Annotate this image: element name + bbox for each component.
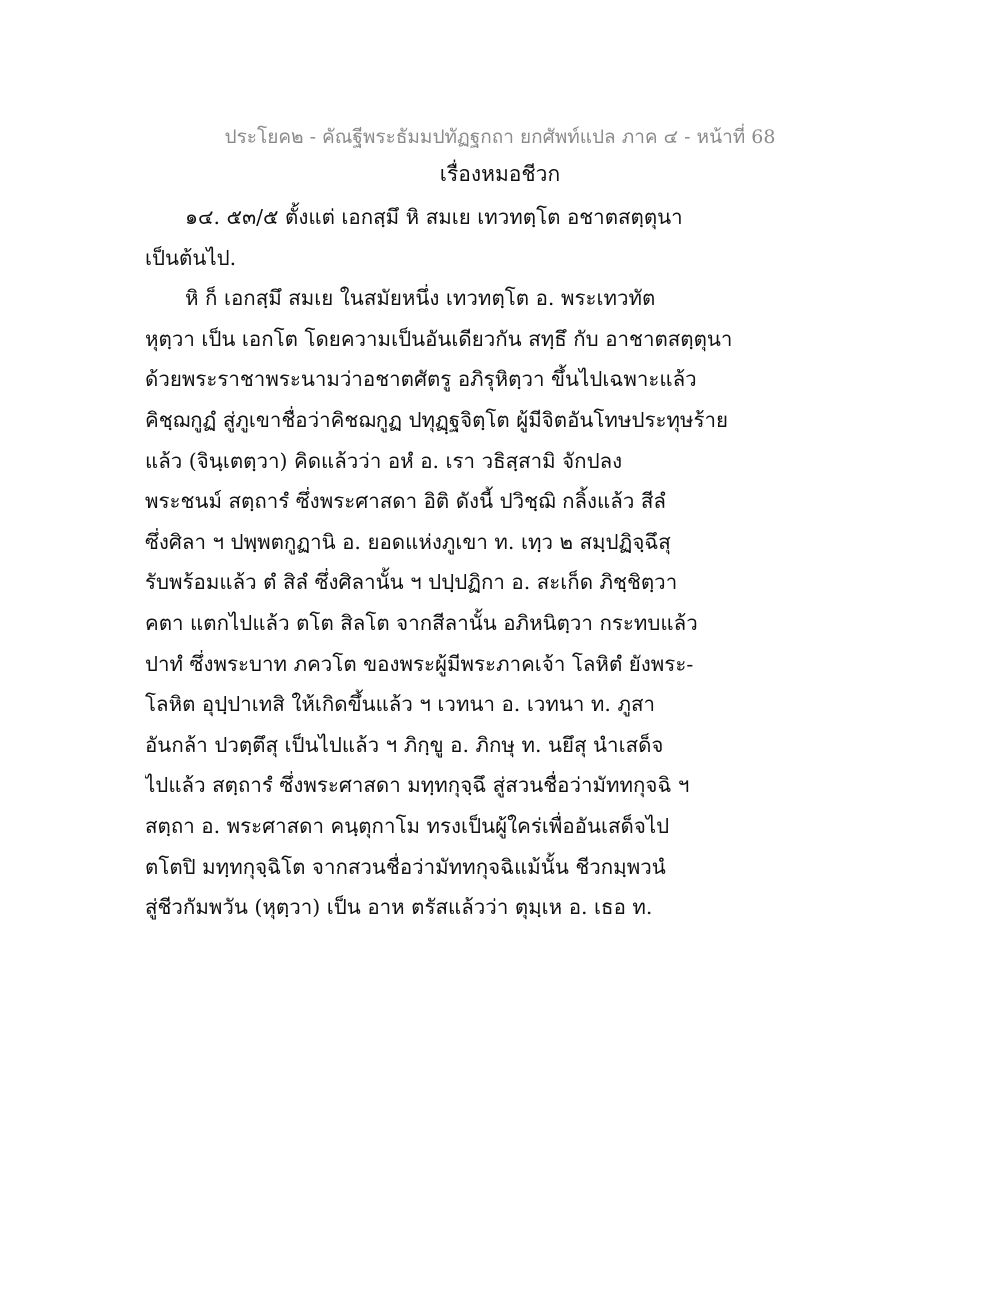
text-line: ๑๔. ๕๓/๕ ตั้งแต่ เอกสฺมึ หิ สมเย เทวทตฺโต อชาตสตฺตุนา <box>185 205 683 229</box>
text-line: ซึ่งศิลา ฯ ปพฺพตกูฏานิ อ. ยอดแห่งภูเขา ท. เทฺว ๒ สมฺปฏิจฺฉึสุ <box>145 529 671 554</box>
text-line: อันกล้า ปวตฺตึสุ เป็นไปแล้ว ฯ ภิกฺขู อ. ภิกษุ ท. นยึสุ นำเสด็จ <box>145 732 664 757</box>
text-line: สู่ชีวกัมพวัน (หุตฺวา) เป็น อาห ตรัสแล้วว่า ตุมฺเห อ. เธอ ท. <box>145 895 653 920</box>
text-line: เป็นต้นไป. <box>145 245 237 270</box>
text-line: คตา แตกไปแล้ว ตโต สิลโต จากสีลานั้น อภิหนิตฺวา กระทบแล้ว <box>145 610 698 635</box>
text-line: หิ ก็ เอกสฺมึ สมเย ในสมัยหนึ่ง เทวทตฺโต อ. พระเทวทัต <box>185 286 656 311</box>
text-line: ไปแล้ว สตฺถารํ ซึ่งพระศาสดา มทฺทกุจฺฉึ สู่สวนชื่อว่ามัททกุจฉิ ฯ <box>145 773 690 798</box>
text-line: สตฺถา อ. พระศาสดา คนฺตุกาโม ทรงเป็นผู้ใคร่เพื่ออันเสด็จไป <box>145 813 670 838</box>
body-text <box>145 197 765 928</box>
story-title: เรื่องหมอชีวก <box>439 162 561 186</box>
text-line: คิชฺฌกูฏํ สู่ภูเขาชื่อว่าคิชฌกูฏ ปทุฏฺฐจิตฺโต ผู้มีจิตอันโทษประทุษร้าย <box>145 407 729 432</box>
text-line: หุตฺวา เป็น เอกโต โดยความเป็นอันเดียวกัน สทฺธึ กับ อาชาตสตฺตุนา <box>145 326 733 351</box>
text-line: รับพร้อมแล้ว ตํ สิลํ ซึ่งศิลานั้น ฯ ปปฺปฏิกา อ. สะเก็ด ภิชฺชิตฺวา <box>145 570 678 595</box>
running-header: ประโยค๒ - คัณฐีพระธัมมปทัฏฐกถา ยกศัพท์แปล ภาค ๔ - หน้าที่ 68 <box>224 126 776 148</box>
text-line: โลหิต อุปฺปาเทสิ ให้เกิดขึ้นแล้ว ฯ เวทนา อ. เวทนา ท. ภูสา <box>145 692 655 717</box>
text-line: ตโตปิ มทฺทกุจฺฉิโต จากสวนชื่อว่ามัททกุจฉิแม้นั้น ชีวกมฺพวนํ <box>145 854 666 879</box>
text-line: แล้ว (จินฺเตตฺวา) คิดแล้วว่า อหํ อ. เรา วธิสฺสามิ จักปลง <box>145 448 623 473</box>
text-line: ปาทํ ซึ่งพระบาท ภควโต ของพระผู้มีพระภาคเจ้า โลหิตํ ยังพระ- <box>145 651 694 676</box>
text-line: พระชนม์ สตฺถารํ ซึ่งพระศาสดา อิติ ดังนี้ ปวิชฺฌิ กลิ้งแล้ว สีลํ <box>145 489 666 514</box>
text-line: ด้วยพระราชาพระนามว่าอชาตศัตรู อภิรุหิตฺวา ขึ้นไปเฉพาะแล้ว <box>145 367 697 392</box>
